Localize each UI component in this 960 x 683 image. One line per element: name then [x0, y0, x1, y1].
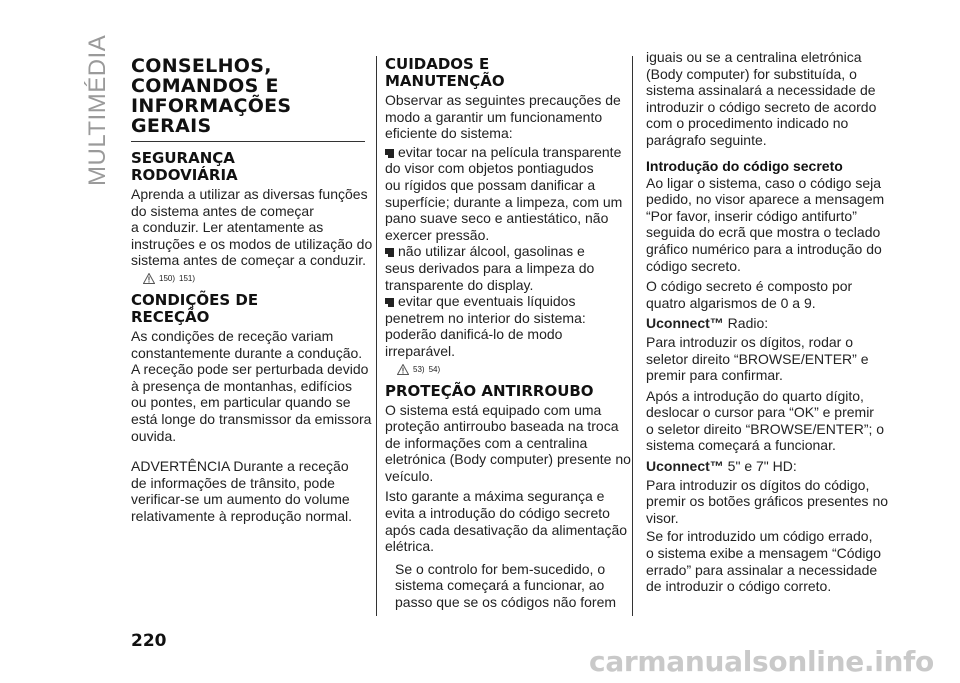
text-line: Aprenda a utilizar as diversas funções	[131, 186, 368, 202]
column-divider	[632, 56, 633, 616]
text-line: Para introduzir os dígitos do código,	[646, 476, 870, 493]
ref-label: 151)	[179, 274, 196, 284]
text-line: ou rígidos que possam danificar a	[385, 176, 596, 193]
title-line: COMANDOS E	[131, 75, 279, 97]
paragraph	[646, 528, 886, 594]
text-line: a conduzir. Ler atentamente as	[131, 219, 324, 236]
section-title	[385, 56, 620, 90]
text-line: sistema antes de começar a conduzir.	[131, 252, 367, 269]
text-line: evitar que eventuais líquidos	[398, 293, 576, 310]
text-line: visor.	[646, 509, 679, 526]
heading-line: MANUTENÇÃO	[385, 72, 505, 90]
uconnect-hd-label	[646, 458, 886, 475]
text-line: O código secreto é composto por	[646, 278, 853, 295]
text-line: superfície; durante a limpeza, com um	[385, 193, 623, 210]
bullet-icon	[385, 149, 394, 158]
text-line: Radio:	[723, 315, 769, 332]
text-line: ouvida.	[131, 427, 177, 444]
text-line: Observar as seguintes precauções de	[385, 92, 621, 108]
text-line: premir os botões gráficos presentes no	[646, 493, 889, 510]
text-line: modo a garantir um funcionamento	[385, 108, 603, 125]
bullet-icon	[385, 248, 394, 257]
paragraph	[131, 186, 373, 269]
text-line	[385, 293, 620, 310]
text-line: verificar-se um aumento do volume	[131, 491, 350, 508]
text-line: irreparável.	[385, 342, 456, 359]
text-line: iguais ou se a centralina eletrónica	[646, 49, 862, 65]
text-line: sistema começará a funcionar.	[646, 437, 836, 454]
list-item	[385, 143, 623, 244]
text-line: ADVERTÊNCIA Durante a receção	[131, 458, 349, 475]
text-line: parágrafo seguinte.	[646, 131, 767, 148]
text-line: relativamente à reprodução normal.	[131, 507, 353, 524]
text-line: 5" e 7" HD:	[723, 458, 797, 475]
text-line: de informações de trânsito, pode	[131, 474, 335, 491]
text-line: código secreto.	[646, 257, 741, 274]
list-item	[385, 293, 620, 359]
column-1	[131, 55, 373, 525]
text-line: transparente do display.	[385, 276, 534, 293]
text-line: constantemente durante a condução.	[131, 344, 363, 361]
heading-line: RECEÇÃO	[131, 307, 210, 326]
title-line: GERAIS	[131, 115, 212, 137]
text-line: As condições de receção variam	[131, 327, 334, 344]
watermark: carmanualsonline.info	[589, 645, 934, 678]
text-line: está longe do transmissor da emissora	[131, 410, 372, 427]
warning-icon	[397, 364, 409, 375]
text-line: de introduzir o código correto.	[646, 578, 832, 595]
text-line: evitar tocar na película transparente	[398, 143, 622, 160]
column-3	[646, 49, 889, 595]
text-line: deslocar o cursor para “OK” e premir	[646, 404, 874, 421]
text-line: pano suave seco e antiestático, não	[385, 210, 609, 227]
heading-line: RODOVIÁRIA	[131, 166, 238, 184]
text-line: gráfico numérico para a introdução do	[646, 240, 882, 257]
text-line: do visor com objetos pontiagudos	[385, 160, 594, 177]
ref-label: 53)	[413, 365, 425, 374]
text-line: O sistema está equipado com uma	[385, 401, 602, 418]
text-line: sistema assinalará a necessidade de	[646, 82, 876, 99]
text-line: eficiente do sistema:	[385, 125, 513, 142]
text-line: quatro algarismos de 0 a 9.	[646, 294, 816, 311]
text-line: “Por favor, inserir código antifurto”	[646, 207, 857, 224]
brand-label: Uconnect™	[646, 315, 724, 332]
paragraph	[385, 561, 620, 611]
section-title	[385, 383, 620, 400]
text-line: Se for introduzido um código errado,	[646, 528, 873, 545]
text-line: passo que se os códigos não forem	[395, 594, 617, 611]
text-line: premir para confirmar.	[646, 367, 783, 384]
title-line: INFORMAÇÕES	[131, 95, 292, 117]
section-title	[131, 292, 365, 326]
text-line: Se o controlo for bem-sucedido, o	[395, 560, 606, 577]
uconnect-radio-label	[646, 315, 886, 332]
text-line: seletor direito “BROWSE/ENTER” e	[646, 350, 869, 367]
paragraph	[385, 401, 631, 485]
text-line: exercer pressão.	[385, 226, 490, 243]
paragraph	[385, 488, 628, 555]
advisory-note	[131, 458, 365, 524]
text-line: pedido, no visor aparece a mensagem	[646, 191, 885, 208]
text-line: seus derivados para a limpeza do	[385, 259, 595, 276]
text-line: à presença de montanhas, edifícios	[131, 377, 353, 394]
text-line	[385, 144, 620, 161]
text-line: Isto garante a máxima segurança e	[385, 488, 605, 505]
paragraph	[131, 327, 372, 444]
ref-label: 150)	[159, 274, 176, 284]
text-line: não utilizar álcool, gasolinas e	[398, 243, 585, 260]
paragraph	[646, 388, 886, 454]
text-line: Após a introdução do quarto dígito,	[646, 387, 864, 404]
paragraph	[646, 334, 886, 384]
text-line: (Body computer) for substituída, o	[646, 65, 857, 82]
subsection-title: Introdução do código secreto	[646, 157, 843, 174]
brand-label: Uconnect™	[646, 458, 724, 475]
text-line: eletrónica (Body computer) presente no	[385, 451, 631, 468]
text-line: seguida do ecrã que mostra o teclado	[646, 224, 881, 241]
warning-refs	[397, 363, 620, 377]
text-line: o sistema exibe a mensagem “Código	[646, 545, 882, 562]
heading-line: CONDIÇÕES DE	[131, 290, 259, 309]
chapter-title	[131, 56, 365, 136]
bullet-icon	[385, 298, 394, 307]
text-line: com o procedimento indicado no	[646, 115, 849, 132]
paragraph	[646, 278, 886, 311]
side-tab-label: MULTIMÉDIA	[84, 34, 111, 186]
text-line: após cada desativação da alimentação	[385, 521, 628, 538]
text-line: veículo.	[385, 467, 434, 484]
paragraph	[646, 476, 889, 527]
ref-label: 54)	[428, 365, 441, 374]
text-line: elétrica.	[385, 538, 435, 555]
paragraph	[646, 49, 886, 149]
warning-refs	[143, 272, 365, 286]
heading-line: SEGURANÇA	[131, 149, 235, 167]
heading-line: CUIDADOS E	[385, 55, 490, 73]
text-line	[385, 243, 620, 260]
column-2	[385, 55, 631, 611]
text-line: introduzir o código secreto de acordo	[646, 98, 877, 115]
paragraph	[385, 92, 620, 142]
text-line: A receção pode ser perturbada devido	[131, 361, 369, 378]
side-tab	[84, 34, 114, 186]
page-number: 220	[131, 631, 167, 651]
warning-icon	[143, 273, 155, 284]
title-line: CONSELHOS,	[131, 55, 272, 77]
text-line: de informações com a centralina	[385, 434, 588, 451]
text-line: errado” para assinalar a necessidade	[646, 561, 878, 578]
text-line: instruções e os modos de utilização do	[131, 235, 373, 252]
text-line: o seletor direito “BROWSE/ENTER”; o	[646, 420, 885, 437]
list-item	[385, 243, 620, 293]
title-rule	[131, 141, 365, 142]
paragraph	[646, 175, 886, 275]
text-line: sistema começará a funcionar, ao	[395, 577, 605, 594]
heading-line: PROTEÇÃO ANTIRROUBO	[385, 381, 594, 400]
text-line: proteção antirroubo baseada na troca	[385, 418, 619, 435]
text-line: do sistema antes de começar	[131, 202, 314, 219]
column-divider	[376, 56, 377, 616]
text-line: Para introduzir os dígitos, rodar o	[646, 333, 853, 350]
text-line: Ao ligar o sistema, caso o código seja	[646, 174, 882, 191]
text-line: evita a introdução do código secreto	[385, 505, 610, 522]
text-line: poderão danificá-lo de modo	[385, 326, 563, 343]
text-line: ou pontes, em particular quando se	[131, 394, 351, 411]
text-line: penetrem no interior do sistema:	[385, 309, 586, 326]
section-title	[131, 150, 365, 184]
